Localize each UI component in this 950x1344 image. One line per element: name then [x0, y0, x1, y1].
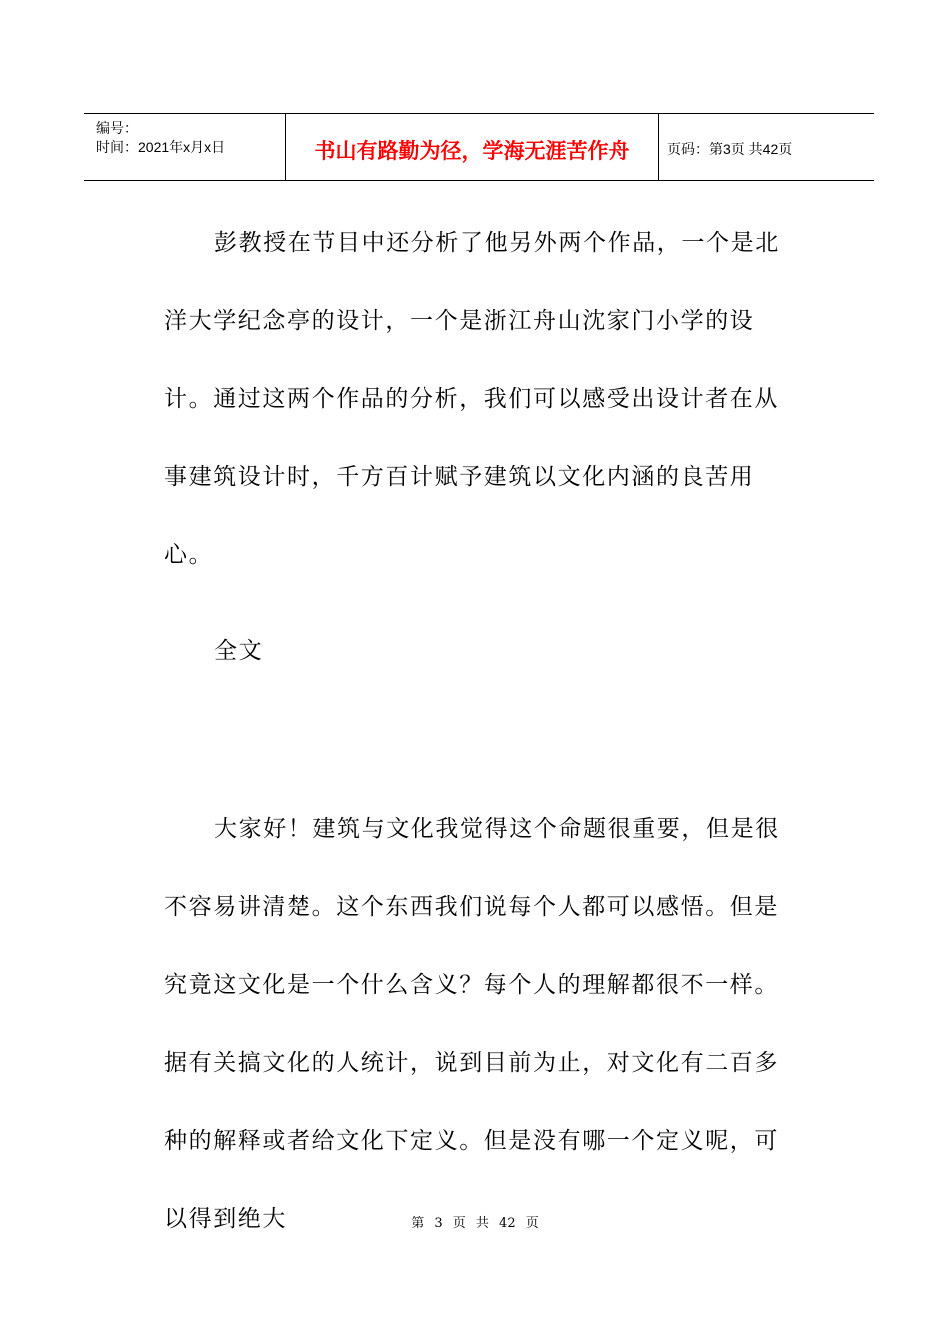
header-motto-cell: [286, 114, 659, 180]
number-label: 编号：: [96, 120, 138, 136]
header-meta-cell: [84, 114, 286, 180]
paragraph-analysis: 彭教授在节目中还分析了他另外两个作品，一个是北洋大学纪念亭的设计，一个是浙江舟山沈家门小学的设计。通过这两个作品的分析，我们可以感受出设计者在从事建筑设计时，千方百计赋予建筑以文化内涵的良苦用心。: [164, 230, 780, 568]
motto-text: 书山有路勤为径，学海无涯苦作舟: [314, 139, 630, 163]
time-label: 时间：2021年x月x日: [96, 139, 226, 155]
header-page-info: 页码：第3页 共42页: [667, 141, 793, 157]
page-footer: 第 3 页 共 42 页: [411, 1216, 539, 1231]
header-page-cell: [659, 114, 874, 180]
paragraph-greeting: 大家好！建筑与文化我觉得这个命题很重要，但是很不容易讲清楚。这个东西我们说每个人都可以感悟。但是究竟这文化是一个什么含义？每个人的理解都很不一样。据有关搞文化的人统计，说到目前为止，对文化有二百多种的解释或者给文化下定义。但是没有哪一个定义呢，可以得到绝大: [164, 816, 780, 1232]
section-heading-fulltext: 全文: [214, 638, 264, 664]
document-header: [84, 113, 874, 181]
